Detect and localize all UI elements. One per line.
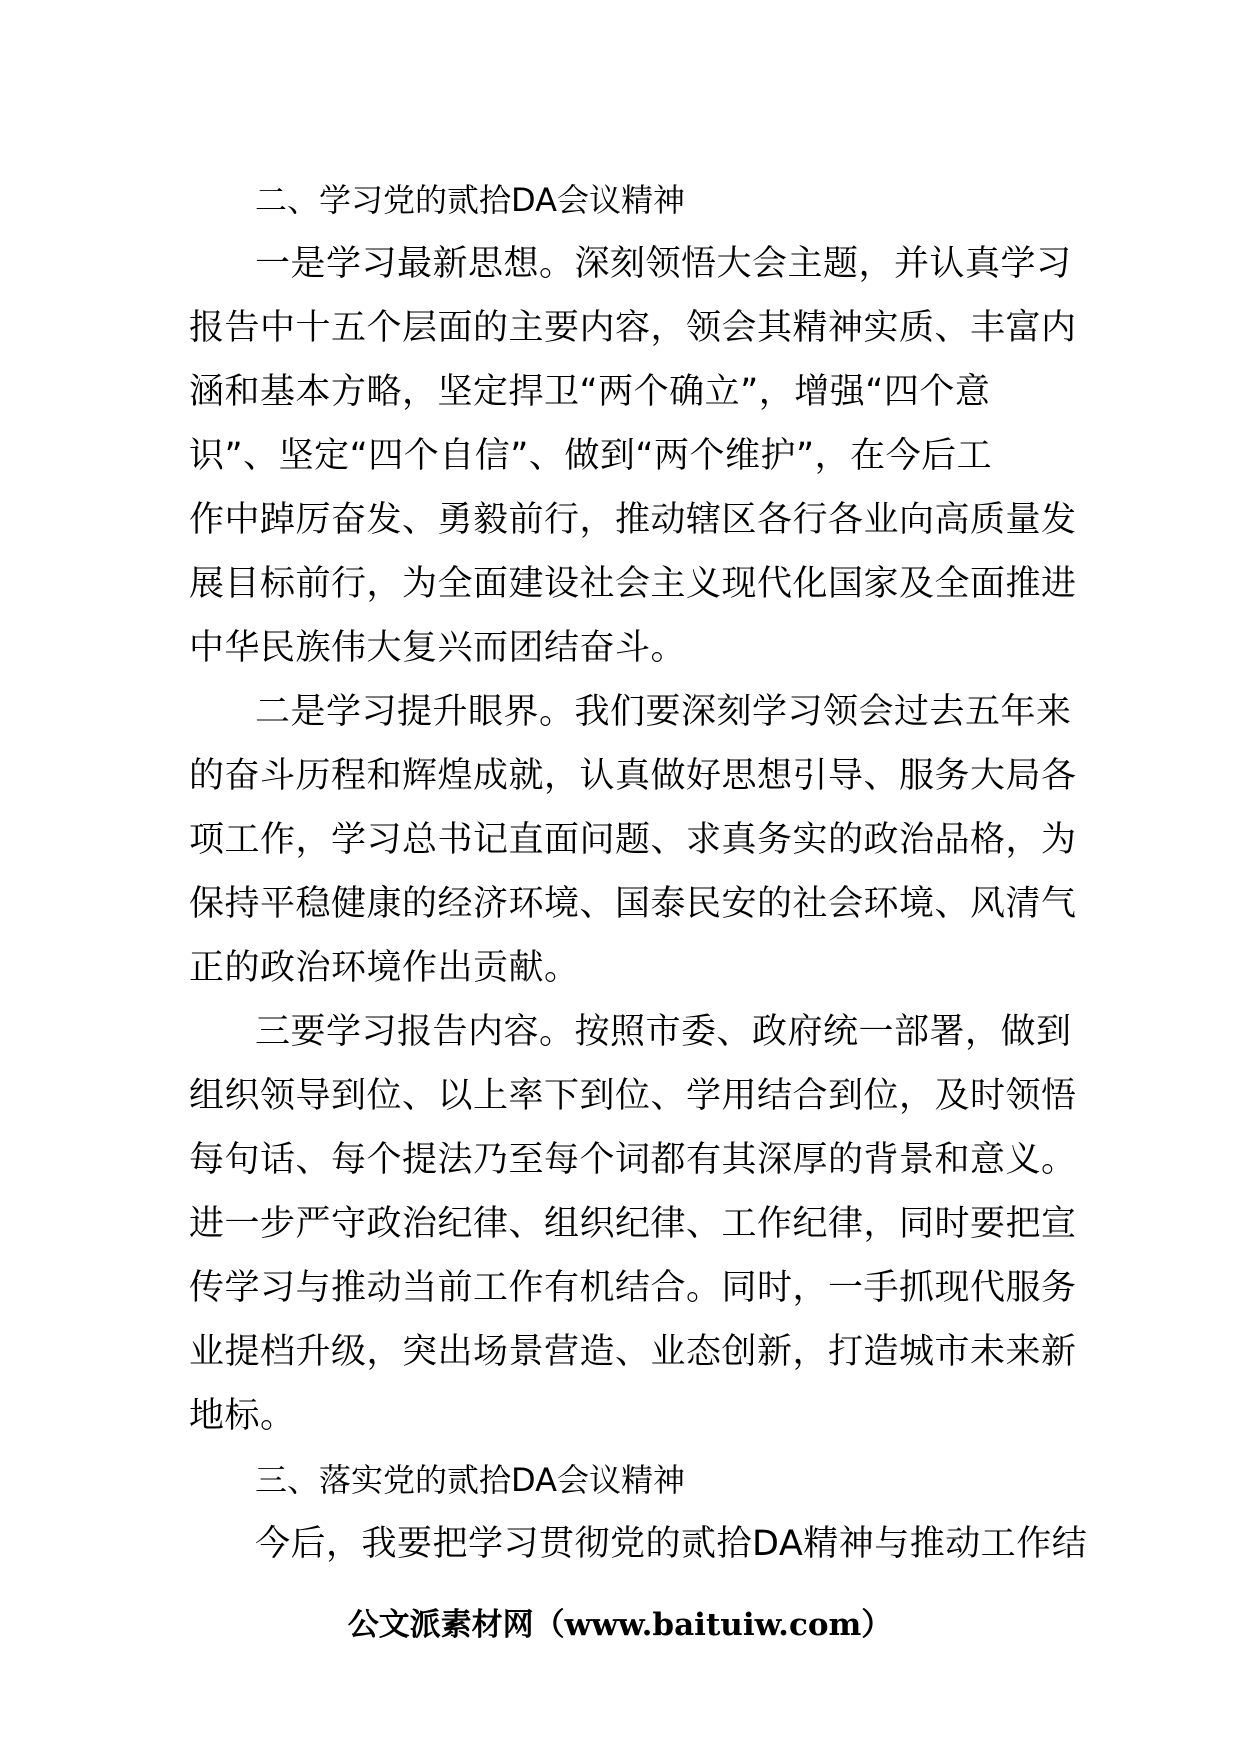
paragraph-line: 报告中十五个层面的主要内容，领会其精神实质、丰富内 <box>189 308 1077 348</box>
paragraph-line: 项工作，学习总书记直面问题、求真务实的政治品格，为 <box>189 820 1077 860</box>
paragraph-line: 一是学习最新思想。深刻领悟大会主题，并认真学习 <box>255 244 1072 284</box>
paragraph-line: 三要学习报告内容。按照市委、政府统一部署，做到 <box>255 1012 1072 1052</box>
paragraph-line: 组织领导到位、以上率下到位、学用结合到位，及时领悟 <box>189 1076 1077 1116</box>
paragraph-line: 传学习与推动当前工作有机结合。同时，一手抓现代服务 <box>189 1268 1077 1308</box>
paragraph-line: 中华民族伟大复兴而团结奋斗。 <box>189 628 687 668</box>
paragraph-3 <box>189 1000 1077 1448</box>
section-heading-2: 二、学习党的贰拾DA会议精神 <box>255 181 685 219</box>
section-heading-3: 三、落实党的贰拾DA会议精神 <box>255 1461 685 1499</box>
paragraph-line: 进一步严守政治纪律、组织纪律、工作纪律，同时要把宣 <box>189 1204 1077 1244</box>
paragraph-line: 的奋斗历程和辉煌成就，认真做好思想引导、服务大局各 <box>189 756 1077 796</box>
paragraph-line: 识”、坚定“四个自信”、做到“两个维护”，在今后工 <box>189 436 993 476</box>
paragraph-line: 展目标前行，为全面建设社会主义现代化国家及全面推进 <box>189 564 1077 604</box>
footer-watermark: 公文派素材网（www.baituiw.com） <box>347 1607 893 1643</box>
paragraph-line: 作中踔厉奋发、勇毅前行，推动辖区各行各业向高质量发 <box>189 500 1077 540</box>
paragraph-line: 二是学习提升眼界。我们要深刻学习领会过去五年来 <box>255 692 1072 732</box>
paragraph-line: 保持平稳健康的经济环境、国泰民安的社会环境、风清气 <box>189 884 1077 924</box>
paragraph-line: 正的政治环境作出贡献。 <box>189 948 580 988</box>
paragraph-line: 每句话、每个提法乃至每个词都有其深厚的背景和意义。 <box>189 1140 1077 1180</box>
paragraph-line: 地标。 <box>189 1396 296 1436</box>
document-body <box>189 168 1088 1576</box>
paragraph-line: 涵和基本方略，坚定捍卫“两个确立”，增强“四个意 <box>189 372 991 412</box>
paragraph-4 <box>189 1512 1088 1576</box>
paragraph-2 <box>189 680 1077 1000</box>
paragraph-line: 今后，我要把学习贯彻党的贰拾DA精神与推动工作结 <box>255 1524 1088 1564</box>
paragraph-1 <box>189 232 1077 680</box>
paragraph-line: 业提档升级，突出场景营造、业态创新，打造城市未来新 <box>189 1332 1077 1372</box>
